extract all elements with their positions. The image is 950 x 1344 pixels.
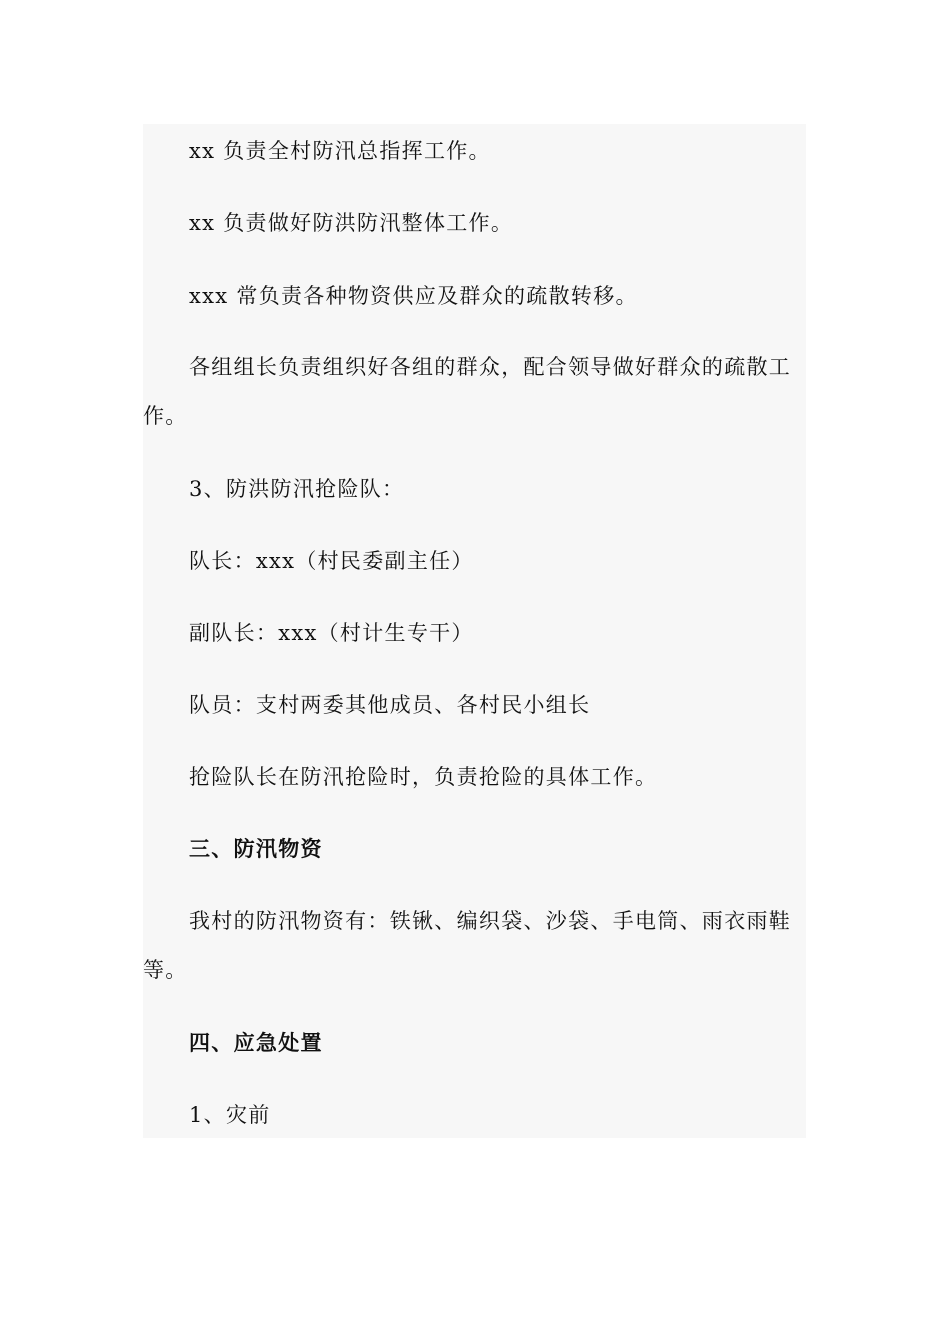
- paragraph-captain-responsibility: 抢险队长在防汛抢险时，负责抢险的具体工作。: [189, 765, 658, 789]
- paragraph-group-leader-duty: 各组组长负责组织好各组的群众，配合领导做好群众的疏散工作。: [143, 355, 792, 428]
- paragraph-commander-duty: xx 负责全村防汛总指挥工作。: [189, 139, 491, 163]
- paragraph-team-captain: 队长：xxx（村民委副主任）: [189, 549, 474, 573]
- paragraph-vice-captain: 副队长：xxx（村计生专干）: [189, 621, 474, 645]
- document-page: [143, 124, 806, 1138]
- paragraph-supplies-list: 我村的防汛物资有：铁锹、编织袋、沙袋、手电筒、雨衣雨鞋等。: [143, 909, 792, 982]
- paragraph-before-disaster: 1、灾前: [189, 1103, 271, 1127]
- paragraph-flood-control-duty: xx 负责做好防洪防汛整体工作。: [189, 211, 514, 235]
- paragraph-rescue-team-title: 3、防洪防汛抢险队：: [189, 477, 405, 501]
- paragraph-team-members: 队员：支村两委其他成员、各村民小组长: [189, 693, 591, 717]
- section-heading-emergency: 四、应急处置: [189, 1031, 323, 1055]
- paragraph-supply-evacuation-duty: xxx 常负责各种物资供应及群众的疏散转移。: [189, 284, 638, 308]
- section-heading-supplies: 三、防汛物资: [189, 837, 323, 861]
